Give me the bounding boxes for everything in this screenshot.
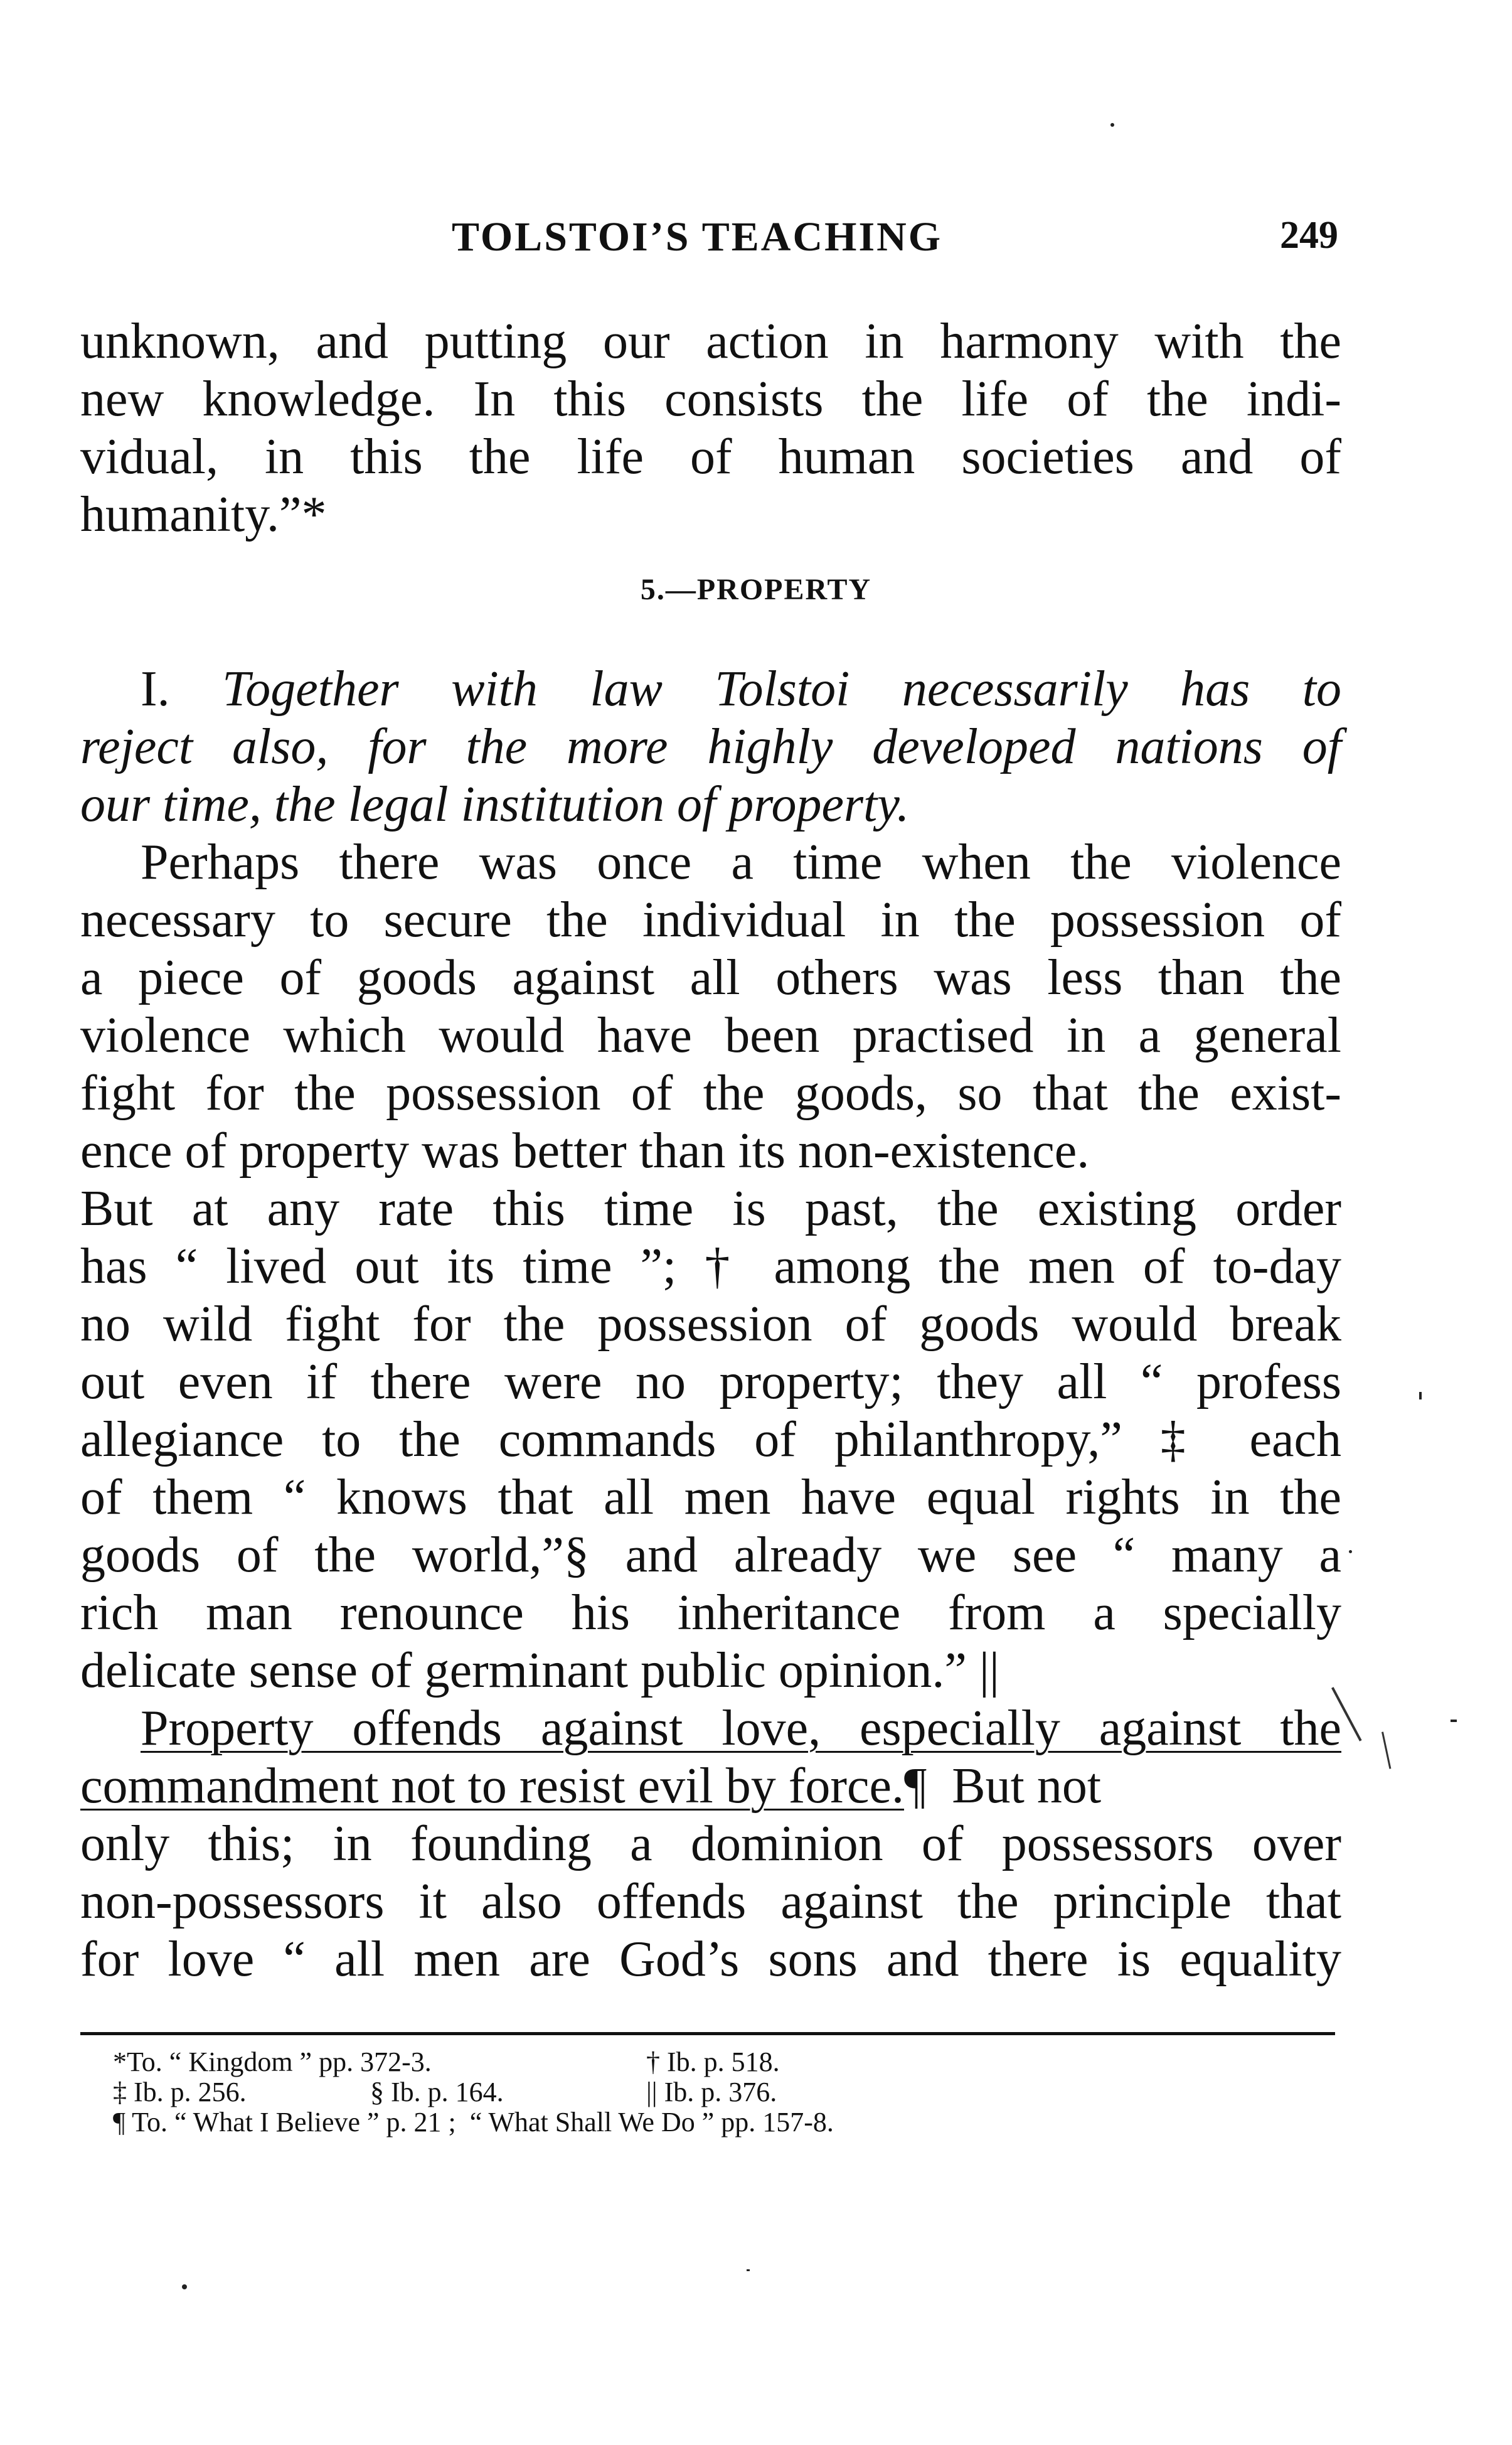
scan-speck	[1110, 123, 1114, 127]
text-line: ence of property was better than its non-existence.	[80, 1123, 1090, 1179]
text-line: rich man renounce his inheritance from a specially	[80, 1585, 1341, 1640]
footnote: ¶ To. “ What I Believe ” p. 21 ; “ What Shall We Do ” pp. 157-8.	[113, 2107, 834, 2137]
pencil-margin-mark	[1382, 1731, 1391, 1768]
text-line: delicate sense of germinant public opinion.” ||	[80, 1643, 999, 1698]
text-line: only this; in founding a dominion of possessors over	[80, 1816, 1341, 1871]
footnote: ‡ Ib. p. 256.	[113, 2077, 247, 2107]
footnote: *To. “ Kingdom ” pp. 372-3.	[113, 2046, 432, 2077]
text-line: Perhaps there was once a time when the violence	[141, 835, 1341, 890]
underlined-passage: Property offends against love, especially against the	[141, 1701, 1341, 1756]
text-line: has “ lived out its time ”; † among the men of to-day	[80, 1239, 1341, 1294]
footnotes	[113, 2047, 1305, 2137]
text-line	[80, 1757, 1341, 1815]
text-line	[80, 1699, 1341, 1757]
scan-speck	[747, 2269, 750, 2271]
running-title: TOLSTOI’S TEACHING	[452, 214, 943, 260]
text-line: vidual, in this the life of human societies and of	[80, 429, 1341, 484]
thesis-line	[80, 660, 1341, 718]
footnote-row	[113, 2077, 1305, 2107]
underlined-passage: commandment not to resist evil by force.	[80, 1758, 905, 1814]
thesis-numeral: I.	[141, 661, 170, 717]
text-line: new knowledge. In this consists the life of the indi-	[80, 372, 1341, 427]
text-line: of them “ knows that all men have equal rights in the	[80, 1470, 1341, 1525]
thesis-line: our time, the legal institution of property.	[80, 777, 910, 832]
text-line: goods of the world,”§ and already we see “ many a	[80, 1527, 1341, 1583]
text-line: allegiance to the commands of philanthropy,” ‡ each	[80, 1412, 1341, 1467]
text-segment: But not	[927, 1758, 1102, 1814]
footnote-rule	[80, 2032, 1335, 2035]
footnote: † Ib. p. 518.	[646, 2046, 780, 2077]
text-line: unknown, and putting our action in harmony with the	[80, 314, 1341, 369]
page-number: 249	[1280, 214, 1338, 257]
footnote: § Ib. p. 164.	[370, 2077, 504, 2107]
section-heading: 5.—PROPERTY	[640, 573, 872, 606]
text-line: humanity.”*	[80, 487, 327, 542]
thesis-line: reject also, for the more highly developed nations of	[80, 719, 1341, 774]
footnote-row	[113, 2107, 1305, 2137]
text-line: non-possessors it also offends against the principle that	[80, 1874, 1341, 1929]
text-line: no wild fight for the possession of goods would break	[80, 1297, 1341, 1352]
scan-speck	[182, 2284, 187, 2289]
footnote-row	[113, 2047, 1305, 2077]
text-line: fight for the possession of the goods, so that the exist-	[80, 1066, 1341, 1121]
scan-speck	[1349, 1550, 1352, 1553]
text-line: But at any rate this time is past, the existing order	[80, 1181, 1341, 1236]
opening-paragraph	[80, 313, 1341, 543]
footnote-mark: ¶	[904, 1758, 927, 1814]
text-line: necessary to secure the individual in the possession of	[80, 892, 1341, 948]
paragraph-three	[80, 1699, 1341, 1988]
text-line: violence which would have been practised in a general	[80, 1008, 1341, 1063]
scan-speck	[1451, 1720, 1457, 1722]
footnote: || Ib. p. 376.	[646, 2077, 777, 2107]
text-line: out even if there were no property; they all “ profess	[80, 1354, 1341, 1410]
running-head	[0, 213, 1512, 264]
thesis-text: Together with law Tolstoi necessarily has to	[222, 661, 1342, 717]
text-line: for love “ all men are God’s sons and there is equality	[80, 1932, 1341, 1987]
paragraph-two	[80, 833, 1341, 1699]
scan-speck	[1419, 1392, 1422, 1399]
text-line: a piece of goods against all others was less than the	[80, 950, 1341, 1005]
thesis-paragraph	[80, 660, 1341, 833]
